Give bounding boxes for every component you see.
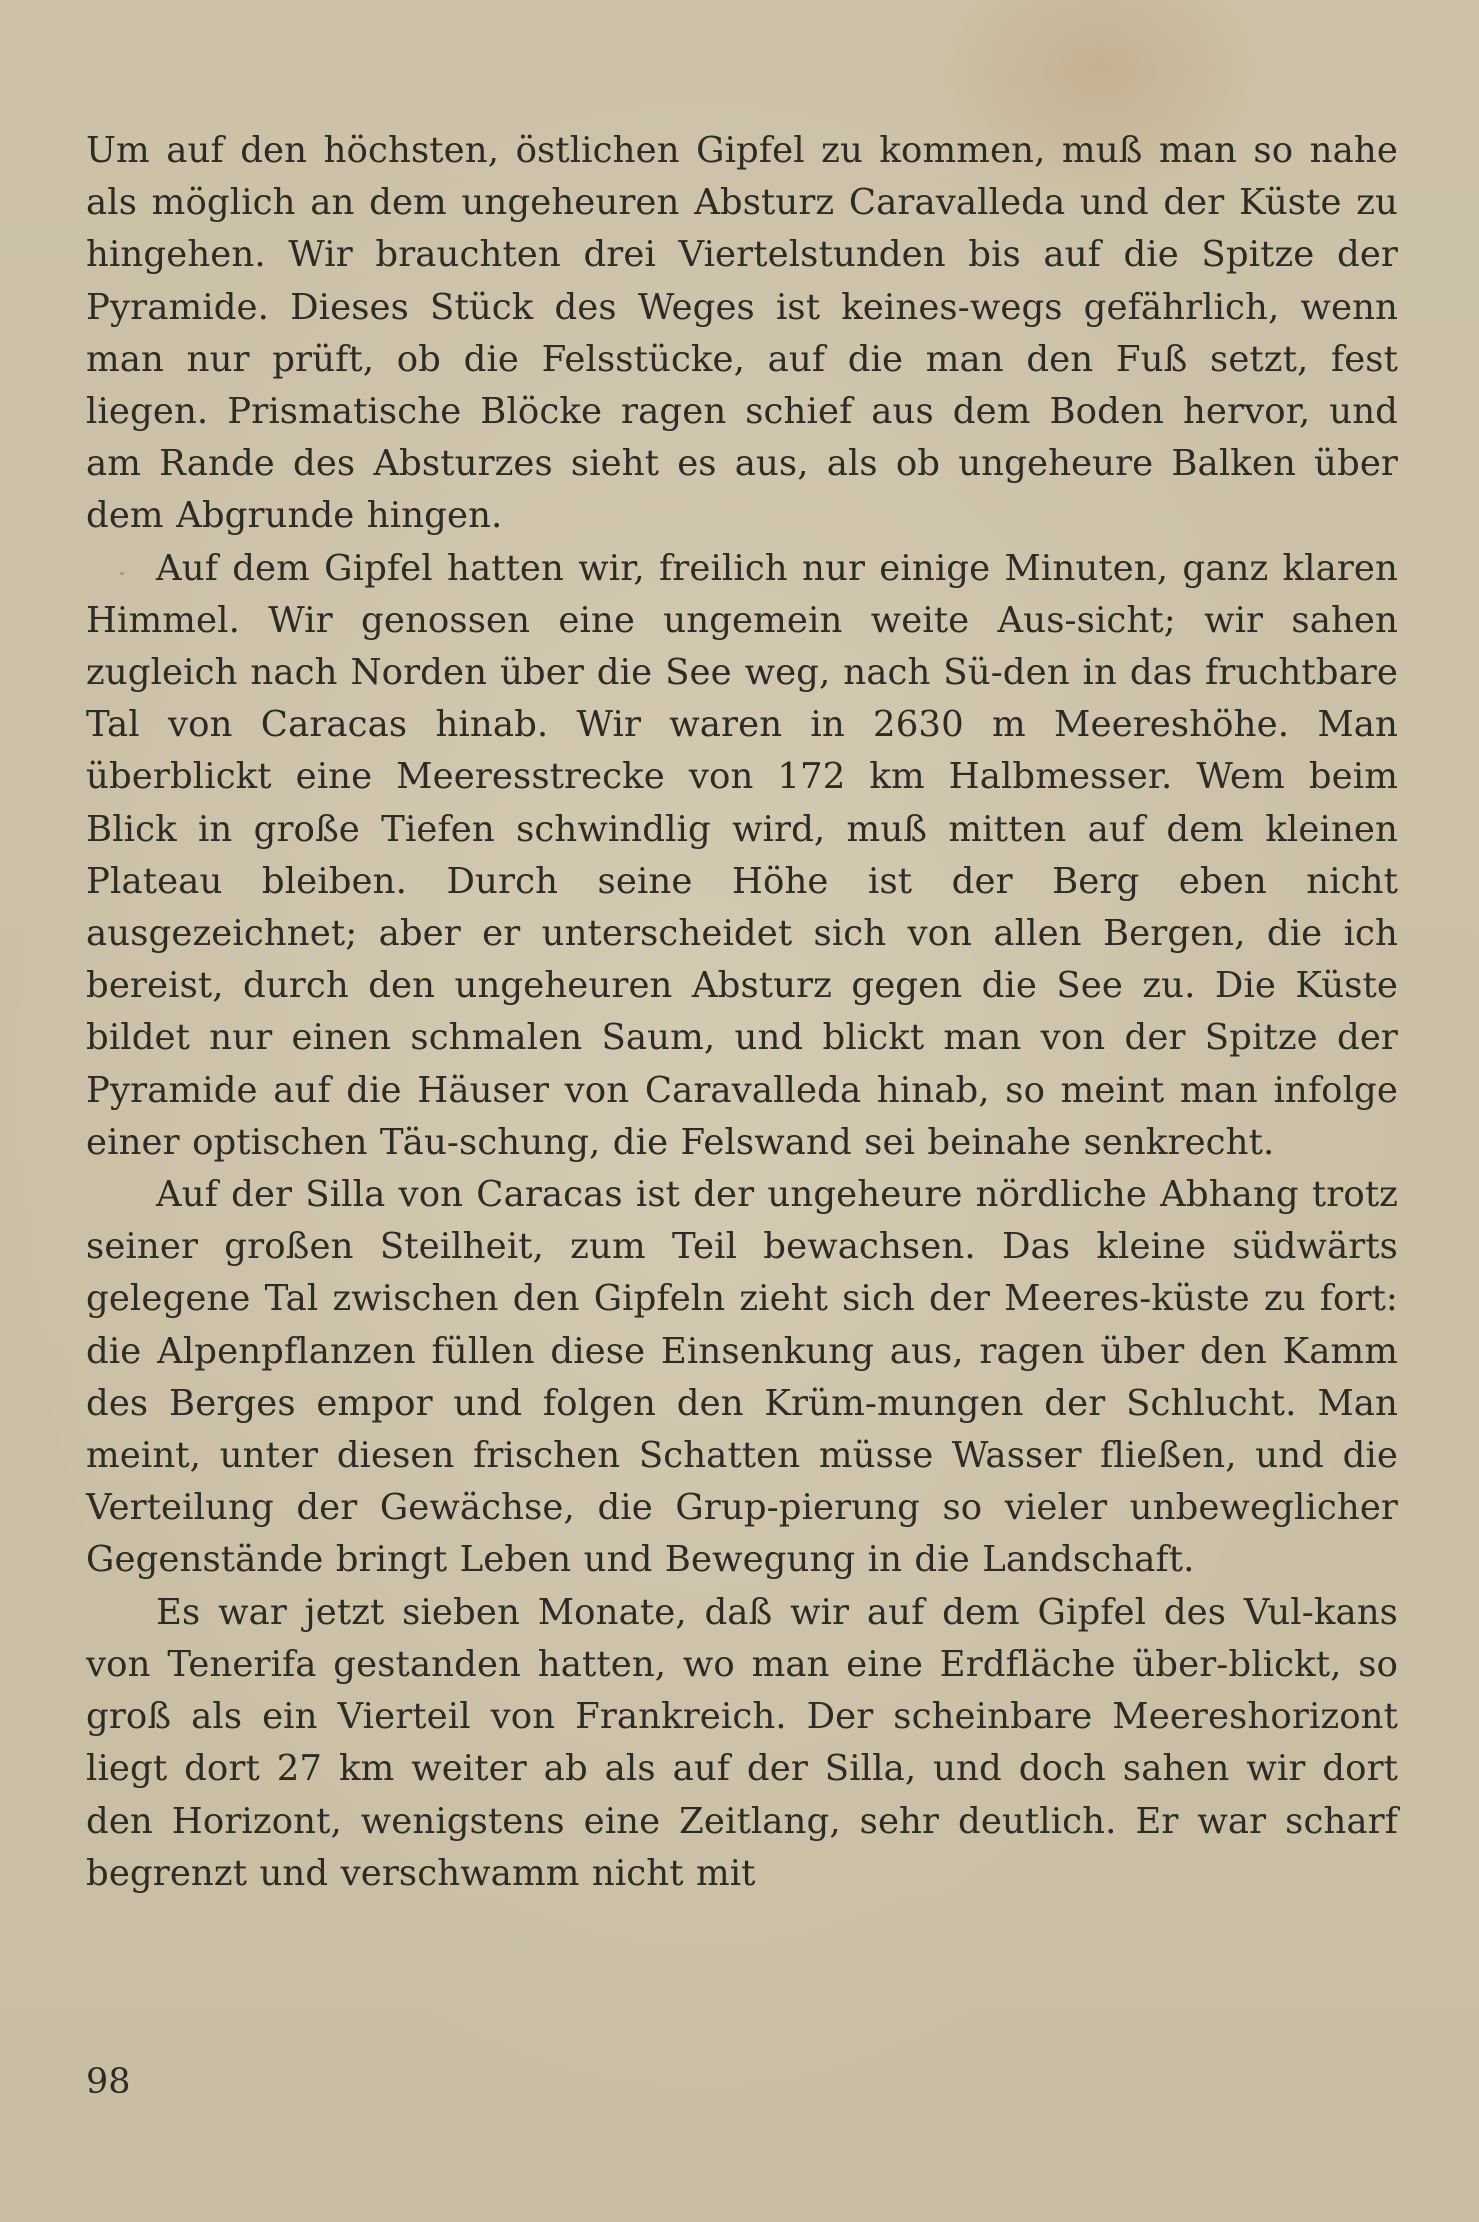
paragraph-3: Auf der Silla von Caracas ist der ungeheure nördliche Abhang trotz seiner großen Steilheit, zum Teil bewachsen. Das kleine südwärts gelegene Tal zwischen den Gipfeln zieht sich der Meeres-küste zu fort: die Alpenpflanzen füllen diese Einsenkung aus, ragen über den Kamm des Berges empor und folgen den Krüm-mungen der Schlucht. Man meint, unter diesen frischen Schatten müsse Wasser fließen, und die Verteilung der Gewächse, die Grup-pierung so vieler unbeweglicher Gegenstände bringt Leben und Bewegung in die Landschaft. xyxy=(86,1174,1398,1581)
body-text xyxy=(86,125,1398,1900)
paragraph-1: Um auf den höchsten, östlichen Gipfel zu kommen, muß man so nahe als möglich an dem ungeheuren Absturz Caravalleda und der Küste zu hingehen. Wir brauchten drei Viertelstunden bis auf die Spitze der Pyramide. Dieses Stück des Weges ist keines-wegs gefährlich, wenn man nur prüft, ob die Felsstücke, auf die man den Fuß setzt, fest liegen. Prismatische Blöcke ragen schief aus dem Boden hervor, und am Rande des Absturzes sieht es aus, als ob ungeheure Balken über dem Abgrunde hingen. xyxy=(86,130,1398,537)
paragraph-2: Auf dem Gipfel hatten wir, freilich nur einige Minuten, ganz klaren Himmel. Wir genossen eine ungemein weite Aus-sicht; wir sahen zugleich nach Norden über die See weg, nach Sü-den in das fruchtbare Tal von Caracas hinab. Wir waren in 2630 m Meereshöhe. Man überblickt eine Meeresstrecke von 172 km Halbmesser. Wem beim Blick in große Tiefen schwindlig wird, muß mitten auf dem kleinen Plateau bleiben. Durch seine Höhe ist der Berg eben nicht ausgezeichnet; aber er unterscheidet sich von allen Bergen, die ich bereist, durch den ungeheuren Absturz gegen die See zu. Die Küste bildet nur einen schmalen Saum, und blickt man von der Spitze der Pyramide auf die Häuser von Caravalleda hinab, so meint man infolge einer optischen Täu-schung, die Felswand sei beinahe senkrecht. xyxy=(86,547,1398,1163)
page-number: 98 xyxy=(86,2062,131,2102)
paragraph-4: Es war jetzt sieben Monate, daß wir auf dem Gipfel des Vul-kans von Tenerifa gestanden hatten, wo man eine Erdfläche über-blickt, so groß als ein Vierteil von Frankreich. Der scheinbare Meereshorizont liegt dort 27 km weiter ab als auf der Silla, und doch sahen wir dort den Horizont, wenigstens eine Zeitlang, sehr deutlich. Er war scharf begrenzt und verschwamm nicht mit xyxy=(86,1591,1398,1894)
